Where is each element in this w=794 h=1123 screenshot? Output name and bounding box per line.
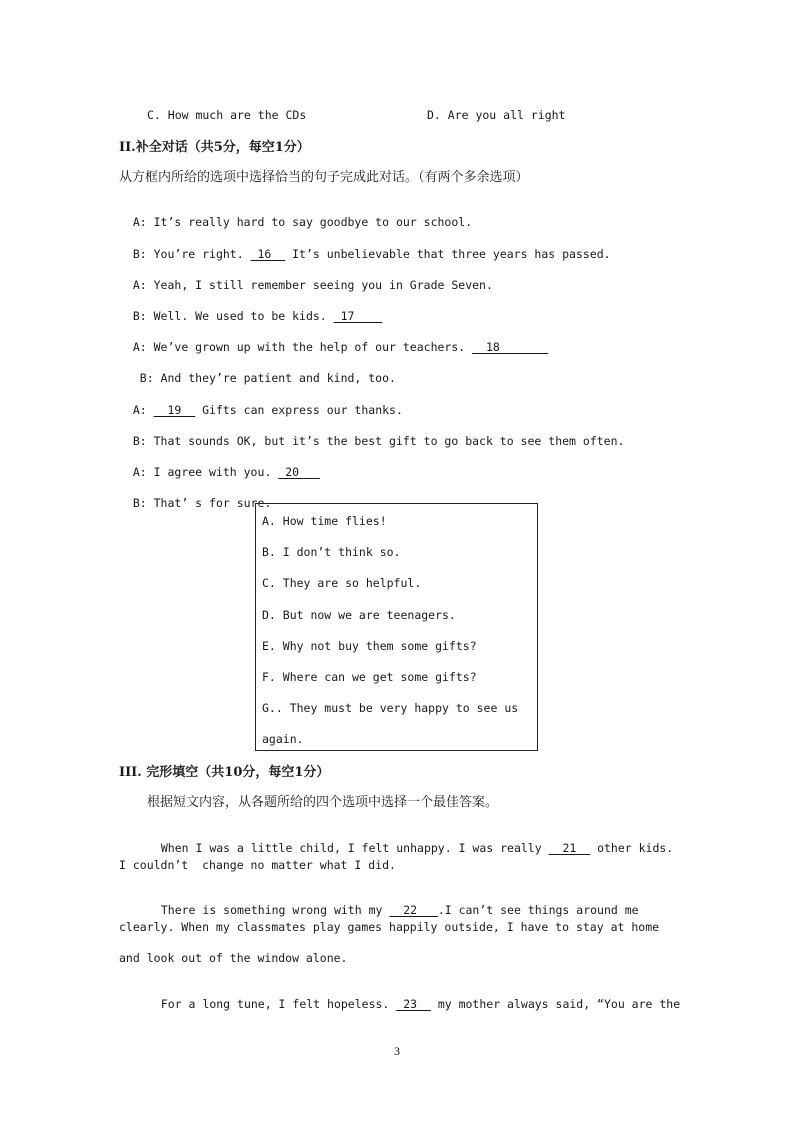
blank-19[interactable]: 19 (153, 403, 196, 417)
passage-line: clearly. When my classmates play games happily outside, I have to stay at home (119, 920, 660, 934)
page-number: 3 (394, 1044, 400, 1058)
passage-line: When I was a little child, I felt unhappy. I was really 21 other kids. (160, 841, 674, 855)
box-option-f[interactable]: F. Where can we get some gifts? (262, 670, 477, 684)
box-option-g[interactable]: G.. They must be very happy to see us (262, 701, 519, 715)
passage-line: I couldn’t change no matter what I did. (119, 858, 396, 872)
dialogue-line: B: That’ s for sure. (132, 496, 272, 510)
dialogue-line: A: We’ve grown up with the help of our teachers. 18 (132, 340, 549, 354)
section-2-heading: II.补全对话（共5分，每空1分） (119, 140, 310, 155)
section-3-heading: III. 完形填空（共10分，每空1分） (119, 765, 330, 780)
dialogue-line: B: Well. We used to be kids. 17 (132, 309, 383, 323)
dialogue-line: B: That sounds OK, but it’s the best gift to go back to see them often. (132, 434, 625, 448)
section-2-instruction: 从方框内所给的选项中选择恰当的句子完成此对话。（有两个多余选项） (119, 170, 529, 185)
box-option-a[interactable]: A. How time flies! (262, 514, 387, 528)
blank-23[interactable]: 23 (396, 997, 431, 1011)
options-box (255, 503, 538, 751)
option-d: D. Are you all right (427, 108, 566, 122)
dialogue-line: B: You’re right. 16 It’s unbelievable that three years has passed. (132, 247, 611, 261)
box-option-c[interactable]: C. They are so helpful. (262, 576, 422, 590)
box-option-b[interactable]: B. I don’t think so. (262, 545, 401, 559)
passage-line: For a long tune, I felt hopeless. 23 my mother always said, “You are the (160, 997, 681, 1011)
blank-20[interactable]: 20 (278, 465, 320, 479)
passage-line: and look out of the window alone. (119, 951, 348, 965)
box-option-e[interactable]: E. Why not buy them some gifts? (262, 639, 477, 653)
blank-22[interactable]: 22 (389, 903, 438, 917)
dialogue-line: B: And they’re patient and kind, too. (132, 371, 396, 385)
blank-21[interactable]: 21 (548, 841, 591, 855)
dialogue-line: A: I agree with you. 20 (132, 465, 320, 479)
box-option-g-continued: again. (262, 732, 304, 746)
dialogue-line: A: Yeah, I still remember seeing you in Grade Seven. (132, 278, 493, 292)
box-option-d[interactable]: D. But now we are teenagers. (262, 608, 456, 622)
blank-17[interactable]: 17 (333, 309, 383, 323)
option-c: C. How much are the CDs (147, 108, 307, 122)
passage-line: There is something wrong with my 22 .I can’t see things around me (160, 903, 639, 917)
section-3-instruction: 根据短文内容，从各题所给的四个选项中选择一个最佳答案。 (147, 795, 499, 810)
blank-16[interactable]: 16 (250, 247, 286, 261)
blank-18[interactable]: 18 (472, 340, 549, 354)
dialogue-line: A: It’s really hard to say goodbye to our school. (132, 215, 473, 229)
dialogue-line: A: 19 Gifts can express our thanks. (132, 403, 403, 417)
